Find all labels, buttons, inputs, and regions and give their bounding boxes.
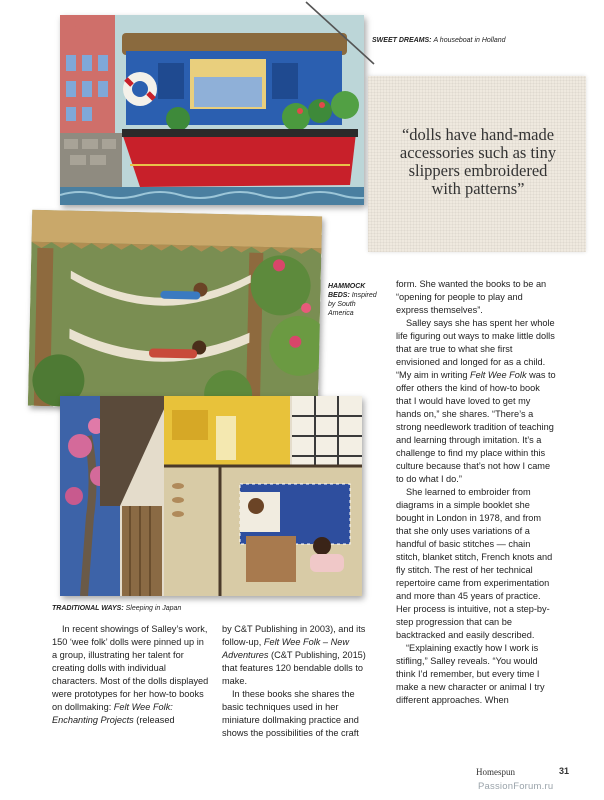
text-run: Salley says she has spent her whole life figuring out ways to make little dolls that are true to what she first envisioned and longed for as a child. “My aim in writing — [396, 318, 555, 380]
watermark: PassionForum.ru — [478, 781, 554, 792]
caption-title: SWEET DREAMS: — [372, 37, 432, 44]
page-number: 31 — [559, 766, 570, 776]
paragraph — [396, 317, 556, 486]
article-column-3 — [396, 278, 556, 707]
text-run: In recent showings of Salley’s work, 150 ‘wee folk’ dolls were pinned up in a group, illustrating her talent for creating dolls with individual characters. Most of the dolls displayed were prototypes for her how-to books on dollmaking: — [52, 624, 209, 712]
text-run: (released — [133, 715, 175, 725]
paragraph: form. She wanted the books to be an “opening for people to play and express themselves”. — [396, 279, 547, 315]
caption-text: Sleeping in Japan — [125, 605, 182, 612]
traditional-caption — [52, 604, 252, 613]
book-title: Felt Wee Folk – New Adventures — [222, 637, 349, 660]
paragraph: In these books she shares the basic techniques used in her miniature dollmaking practice and shows the possibilities of the craft — [222, 689, 359, 738]
text-run: was to offer others the kind of how-to book that I would have loved to get my hands on,” she shares. “There’s a strong needlework tradition of teaching and learning through imitation. It’s a challenge to find my place within this culture because that’s not how I came to do what I do.” — [396, 370, 556, 484]
caption-title: TRADITIONAL WAYS: — [52, 605, 124, 612]
caption-title: BEDS: — [328, 292, 350, 299]
article-column-2 — [222, 623, 372, 740]
paragraph — [222, 623, 372, 688]
paragraph: “Explaining exactly how I work is stifling,” Salley reveals. “You would think I’d remember, but every time I make a new character or animal I try different approaches. When — [396, 643, 545, 705]
magazine-name: Homespun — [476, 767, 515, 777]
article-column-1 — [52, 623, 210, 727]
pull-quote-line: accessories such as tiny — [399, 143, 557, 162]
paragraph: She learned to embroider from diagrams in a simple booklet she bought in London in 1978, and from that she only uses variations of a handful of basic stitches — chain stitch, blanket stitch, French knots and fly stitch. The rest of her technical repertoire came from experimentation and more than 45 years of practice. Her process is intuitive, not a step-by-step progression that can be backtracked and easily described. — [396, 487, 553, 640]
pull-quote-line: slippers embroidered — [408, 161, 548, 180]
pull-quote-line: “dolls have hand-made — [401, 125, 555, 144]
hammock-caption — [328, 282, 388, 318]
caption-text: America — [328, 310, 354, 317]
caption-text: Inspired — [351, 292, 377, 299]
text-run: by C&T Publishing in 2003), and its follow-up, — [222, 624, 366, 647]
caption-title: HAMMOCK — [328, 283, 366, 290]
needle-icon — [300, 0, 380, 70]
book-title: Felt Wee Folk: Enchanting Projects — [52, 702, 173, 725]
book-title: Felt Wee Folk — [470, 370, 527, 380]
japan-photo — [60, 396, 362, 596]
hammock-photo — [28, 210, 322, 413]
caption-text: A houseboat in Holland — [433, 37, 506, 44]
text-run: (C&T Publishing, 2015) that features 120 bendable dolls to make. — [222, 650, 366, 686]
pull-quote — [378, 126, 578, 198]
pull-quote-line: with patterns” — [431, 179, 525, 198]
sweet-dreams-caption — [372, 36, 572, 45]
paragraph — [52, 623, 210, 727]
caption-text: by South — [328, 301, 356, 308]
